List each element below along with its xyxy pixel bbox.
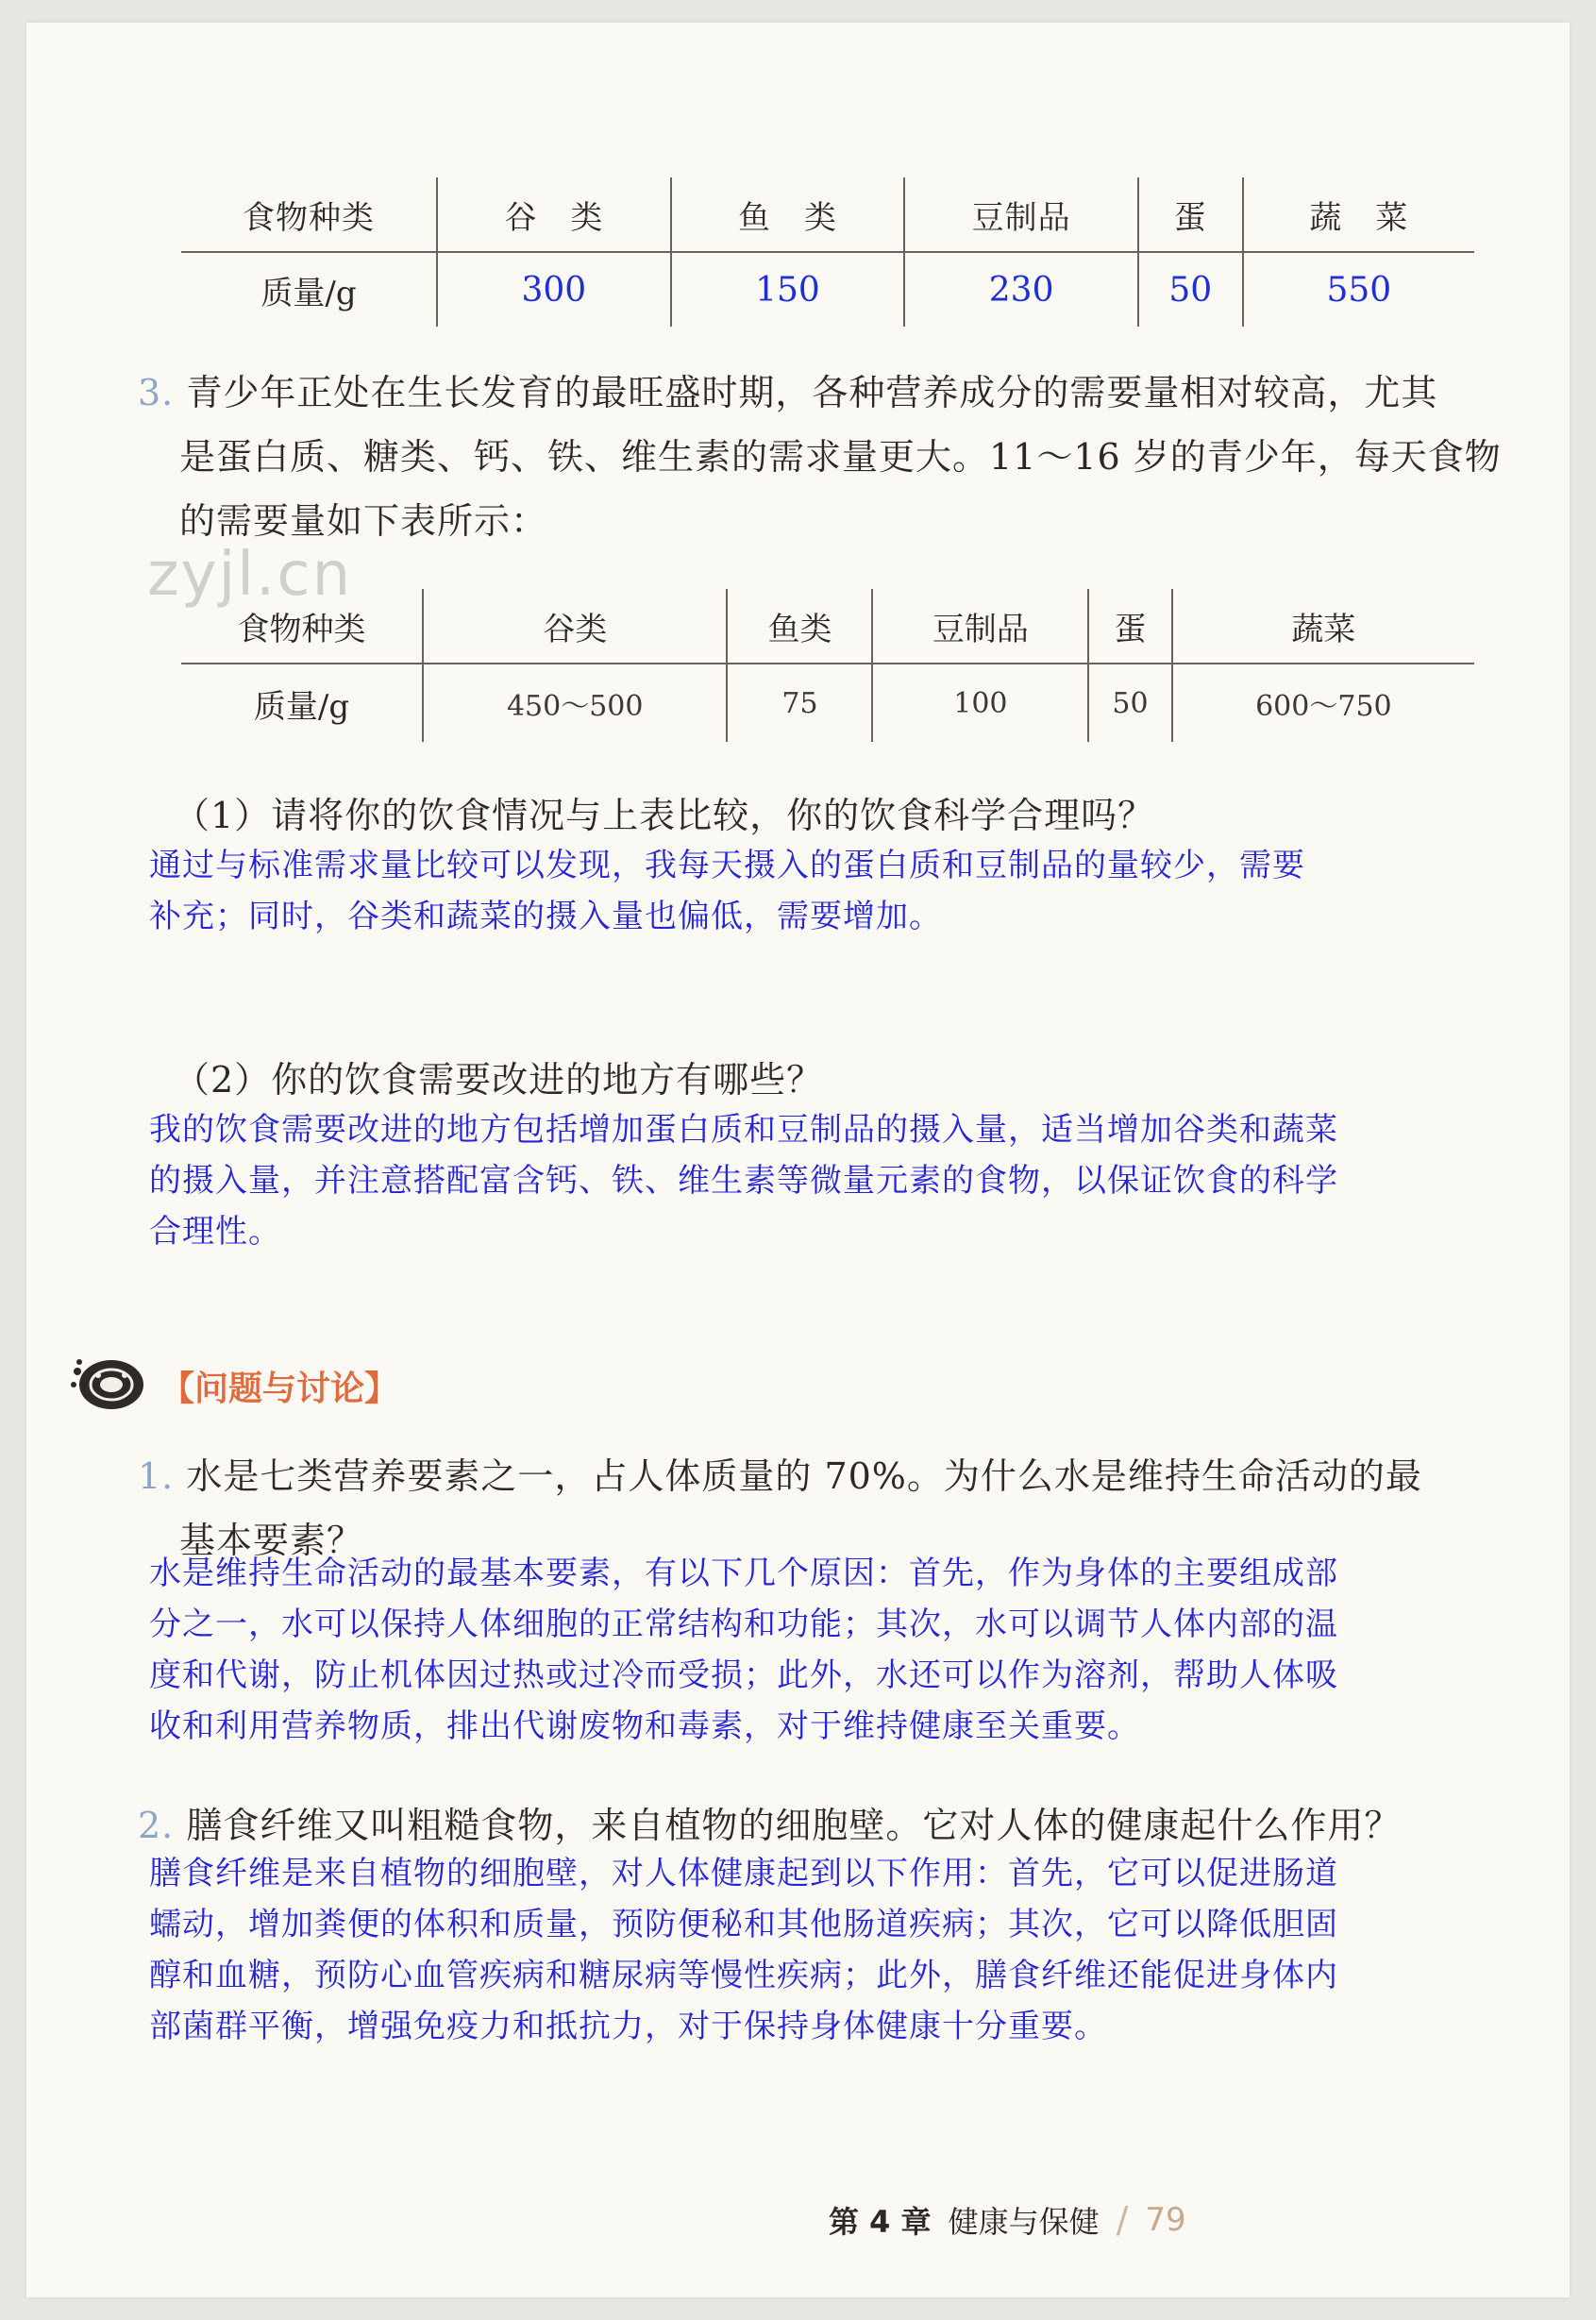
answer-line: 醇和血糖，预防心血管疾病和糖尿病等慢性疾病；此外，膳食纤维还能促进身体内 bbox=[149, 1957, 1338, 1994]
page-number: 79 bbox=[1145, 2201, 1186, 2239]
question-number: 2. bbox=[138, 1805, 175, 1846]
answer-line: 膳食纤维是来自植物的细胞壁，对人体健康起到以下作用：首先，它可以促进肠道 bbox=[149, 1855, 1338, 1892]
table-cell: 50 bbox=[1138, 252, 1243, 327]
answer-line: 分之一，水可以保持人体细胞的正常结构和功能；其次，水可以调节人体内部的温 bbox=[149, 1606, 1338, 1643]
question-line: 青少年正处在生长发育的最旺盛时期，各种营养成分的需要量相对较高，尤其 bbox=[186, 372, 1438, 413]
table-cell: 300 bbox=[437, 252, 671, 327]
section-title: 【问题与讨论】 bbox=[160, 1369, 399, 1408]
textbook-page bbox=[26, 23, 1570, 2297]
answer-line: 水是维持生命活动的最基本要素，有以下几个原因：首先，作为身体的主要组成部 bbox=[149, 1555, 1338, 1592]
footer-separator: / bbox=[1116, 2199, 1129, 2241]
table-header-cell: 蔬 菜 bbox=[1243, 177, 1474, 252]
food-table-2 bbox=[181, 589, 1474, 742]
question-line: 基本要素？ bbox=[179, 1520, 364, 1561]
table-cell: 600～750 bbox=[1172, 664, 1474, 742]
table-row bbox=[181, 252, 1474, 327]
table-header-row bbox=[181, 177, 1474, 252]
answer-line: 补充；同时，谷类和蔬菜的摄入量也偏低，需要增加。 bbox=[149, 898, 942, 935]
answer-line: 蠕动，增加粪便的体积和质量，预防便秘和其他肠道疾病；其次，它可以降低胆固 bbox=[149, 1906, 1338, 1943]
table-cell: 100 bbox=[872, 664, 1088, 742]
answer-1 bbox=[149, 840, 1305, 942]
page-footer bbox=[829, 2192, 1186, 2248]
discussion-answer-2 bbox=[149, 1848, 1338, 2052]
table-header-cell: 鱼 类 bbox=[671, 177, 905, 252]
answer-line: 部菌群平衡，增强免疫力和抵抗力，对于保持身体健康十分重要。 bbox=[149, 2008, 1107, 2045]
sub-question-2: （2）你的饮食需要改进的地方有哪些？ bbox=[174, 1059, 824, 1101]
table-header-cell: 谷 类 bbox=[437, 177, 671, 252]
table-header-cell: 豆制品 bbox=[872, 589, 1088, 664]
table-header-cell: 蛋 bbox=[1138, 177, 1243, 252]
question-line: 水是七类营养要素之一，占人体质量的 70%。为什么水是维持生命活动的最 bbox=[186, 1455, 1422, 1497]
question-number: 1. bbox=[138, 1455, 175, 1497]
answer-2 bbox=[149, 1104, 1338, 1257]
answer-line: 收和利用营养物质，排出代谢废物和毒素，对于维持健康至关重要。 bbox=[149, 1707, 1140, 1745]
table-header-cell: 豆制品 bbox=[904, 177, 1138, 252]
question-line: 的需要量如下表所示： bbox=[179, 500, 548, 542]
table-cell: 450～500 bbox=[423, 664, 727, 742]
question-number: 3. bbox=[138, 372, 175, 413]
answer-line: 度和代谢，防止机体因过热或过冷而受损；此外，水还可以作为溶剂，帮助人体吸 bbox=[149, 1656, 1338, 1694]
answer-line: 的摄入量，并注意搭配富含钙、铁、维生素等微量元素的食物，以保证饮食的科学 bbox=[149, 1162, 1338, 1200]
table-cell: 50 bbox=[1088, 664, 1171, 742]
table-header-cell: 蛋 bbox=[1088, 589, 1171, 664]
watermark: zyjl.cn bbox=[147, 540, 353, 610]
row-label: 质量/g bbox=[260, 274, 357, 312]
chapter-number: 第 4 章 bbox=[829, 2204, 932, 2240]
answer-line: 合理性。 bbox=[149, 1213, 281, 1251]
table-cell: 230 bbox=[904, 252, 1138, 327]
table-header-cell: 鱼类 bbox=[727, 589, 872, 664]
sub-question-1: （1）请将你的饮食情况与上表比较，你的饮食科学合理吗？ bbox=[174, 795, 1155, 836]
table-cell: 550 bbox=[1243, 252, 1474, 327]
table-header-cell: 食物种类 bbox=[181, 589, 423, 664]
question-line: 膳食纤维又叫粗糙食物，来自植物的细胞壁。它对人体的健康起什么作用？ bbox=[186, 1805, 1402, 1846]
chapter-title: 健康与保健 bbox=[948, 2204, 1100, 2240]
table-header-row bbox=[181, 589, 1474, 664]
table-cell: 150 bbox=[671, 252, 905, 327]
discussion-answer-1 bbox=[149, 1548, 1338, 1752]
table-header-cell: 蔬菜 bbox=[1172, 589, 1474, 664]
food-table-1 bbox=[181, 177, 1474, 327]
question-line: 是蛋白质、糖类、钙、铁、维生素的需求量更大。11～16 岁的青少年，每天食物 bbox=[179, 436, 1502, 478]
table-header-cell: 谷类 bbox=[423, 589, 727, 664]
row-label: 质量/g bbox=[253, 687, 350, 726]
answer-line: 我的饮食需要改进的地方包括增加蛋白质和豆制品的摄入量，适当增加谷类和蔬菜 bbox=[149, 1111, 1338, 1149]
table-header-cell: 食物种类 bbox=[181, 177, 437, 252]
palette-icon bbox=[70, 1354, 147, 1417]
section-heading bbox=[70, 1348, 398, 1423]
answer-line: 通过与标准需求量比较可以发现，我每天摄入的蛋白质和豆制品的量较少，需要 bbox=[149, 847, 1305, 884]
table-row bbox=[181, 664, 1474, 742]
question-3 bbox=[138, 361, 1502, 553]
table-cell: 75 bbox=[727, 664, 872, 742]
